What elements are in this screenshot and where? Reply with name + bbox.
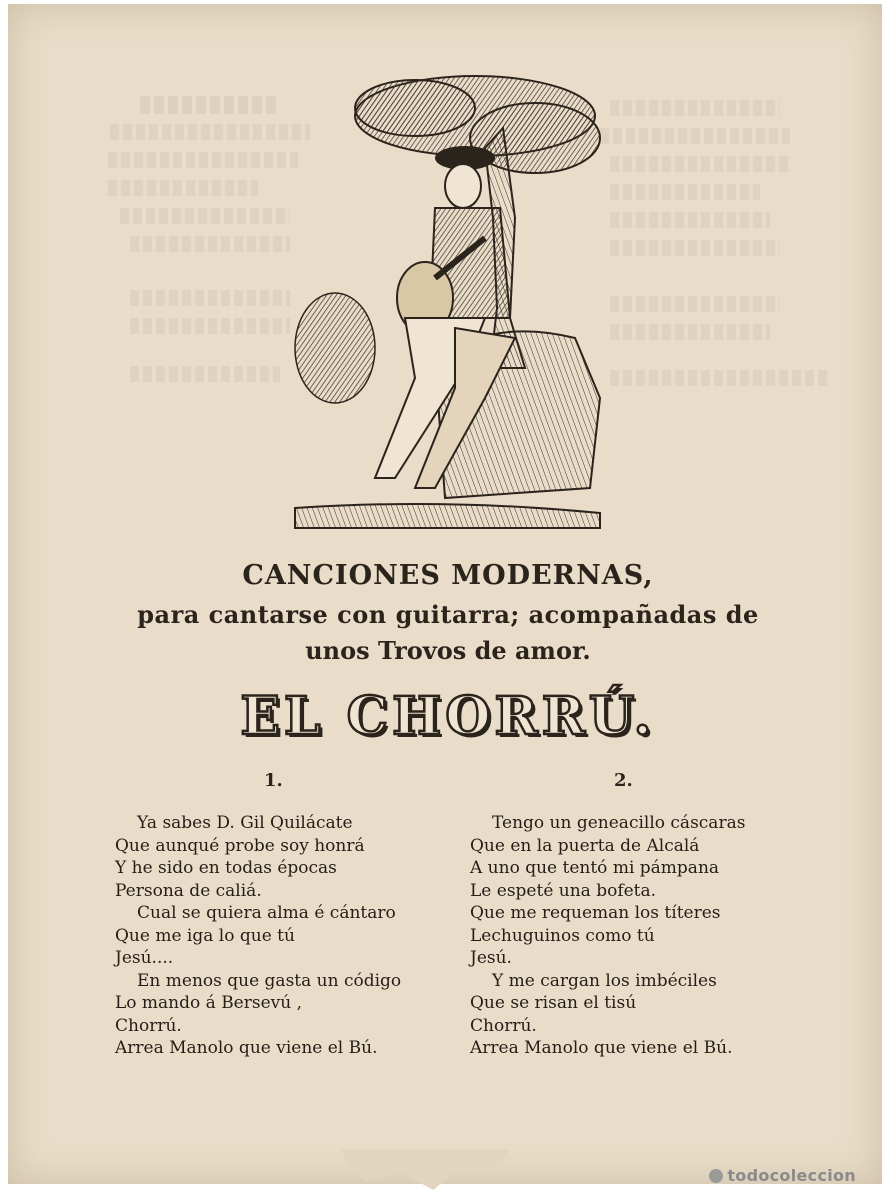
heading-line-1: CANCIONES MODERNAS,: [242, 560, 654, 591]
verse-line: Que me iga lo que tú: [115, 925, 295, 946]
verse-line: Le espeté una bofeta.: [470, 880, 657, 901]
verse-line: Lechuguinos como tú: [470, 925, 655, 946]
watermark-logo-icon: [709, 1169, 723, 1183]
verse-line: Persona de caliá.: [115, 880, 262, 901]
verse-line: Y me cargan los imbéciles: [492, 970, 717, 991]
verse-line: Lo mando á Bersevú ,: [115, 993, 303, 1013]
verse-line: Chorrú.: [470, 1015, 537, 1036]
verse-line: Y he sido en todas épocas: [115, 858, 337, 878]
verse-line: Ya sabes D. Gil Quilácate: [137, 813, 353, 833]
watermark: [709, 1166, 856, 1185]
verse-line: Chorrú.: [115, 1015, 182, 1036]
verse-line: Que aunqué probe soy honrá: [115, 835, 365, 856]
verse-line: Que en la puerta de Alcalá: [470, 835, 700, 856]
verse-line: Jesú.: [470, 948, 512, 968]
stanza-1: [115, 812, 401, 1060]
song-title: EL CHORRÚ.: [240, 686, 656, 747]
verse-line: Que me requeman los títeres: [470, 903, 721, 923]
stanza-2: [470, 812, 745, 1060]
watermark-text: todocoleccion: [727, 1166, 856, 1185]
stanza-number-2: 2.: [614, 770, 633, 791]
woodcut-illustration: [285, 68, 610, 538]
verse-line: En menos que gasta un código: [137, 970, 402, 991]
verse-line: A uno que tentó mi pámpana: [470, 858, 720, 878]
torn-edge: [340, 1150, 510, 1190]
verse-line: Cual se quiera alma é cántaro: [137, 903, 396, 923]
verse-line: Jesú....: [115, 948, 174, 968]
verse-line: Tengo un geneacillo cáscaras: [492, 813, 746, 833]
ground: [295, 504, 600, 528]
heading-line-3: unos Trovos de amor.: [305, 636, 591, 665]
verse-line: Arrea Manolo que viene el Bú.: [470, 1038, 733, 1058]
verse-line: Arrea Manolo que viene el Bú.: [115, 1038, 378, 1058]
stanza-number-1: 1.: [264, 770, 283, 791]
heading-line-2: para cantarse con guitarra; acompañadas de: [137, 600, 759, 629]
bush: [295, 293, 375, 403]
verse-line: Que se risan el tisú: [470, 993, 637, 1013]
